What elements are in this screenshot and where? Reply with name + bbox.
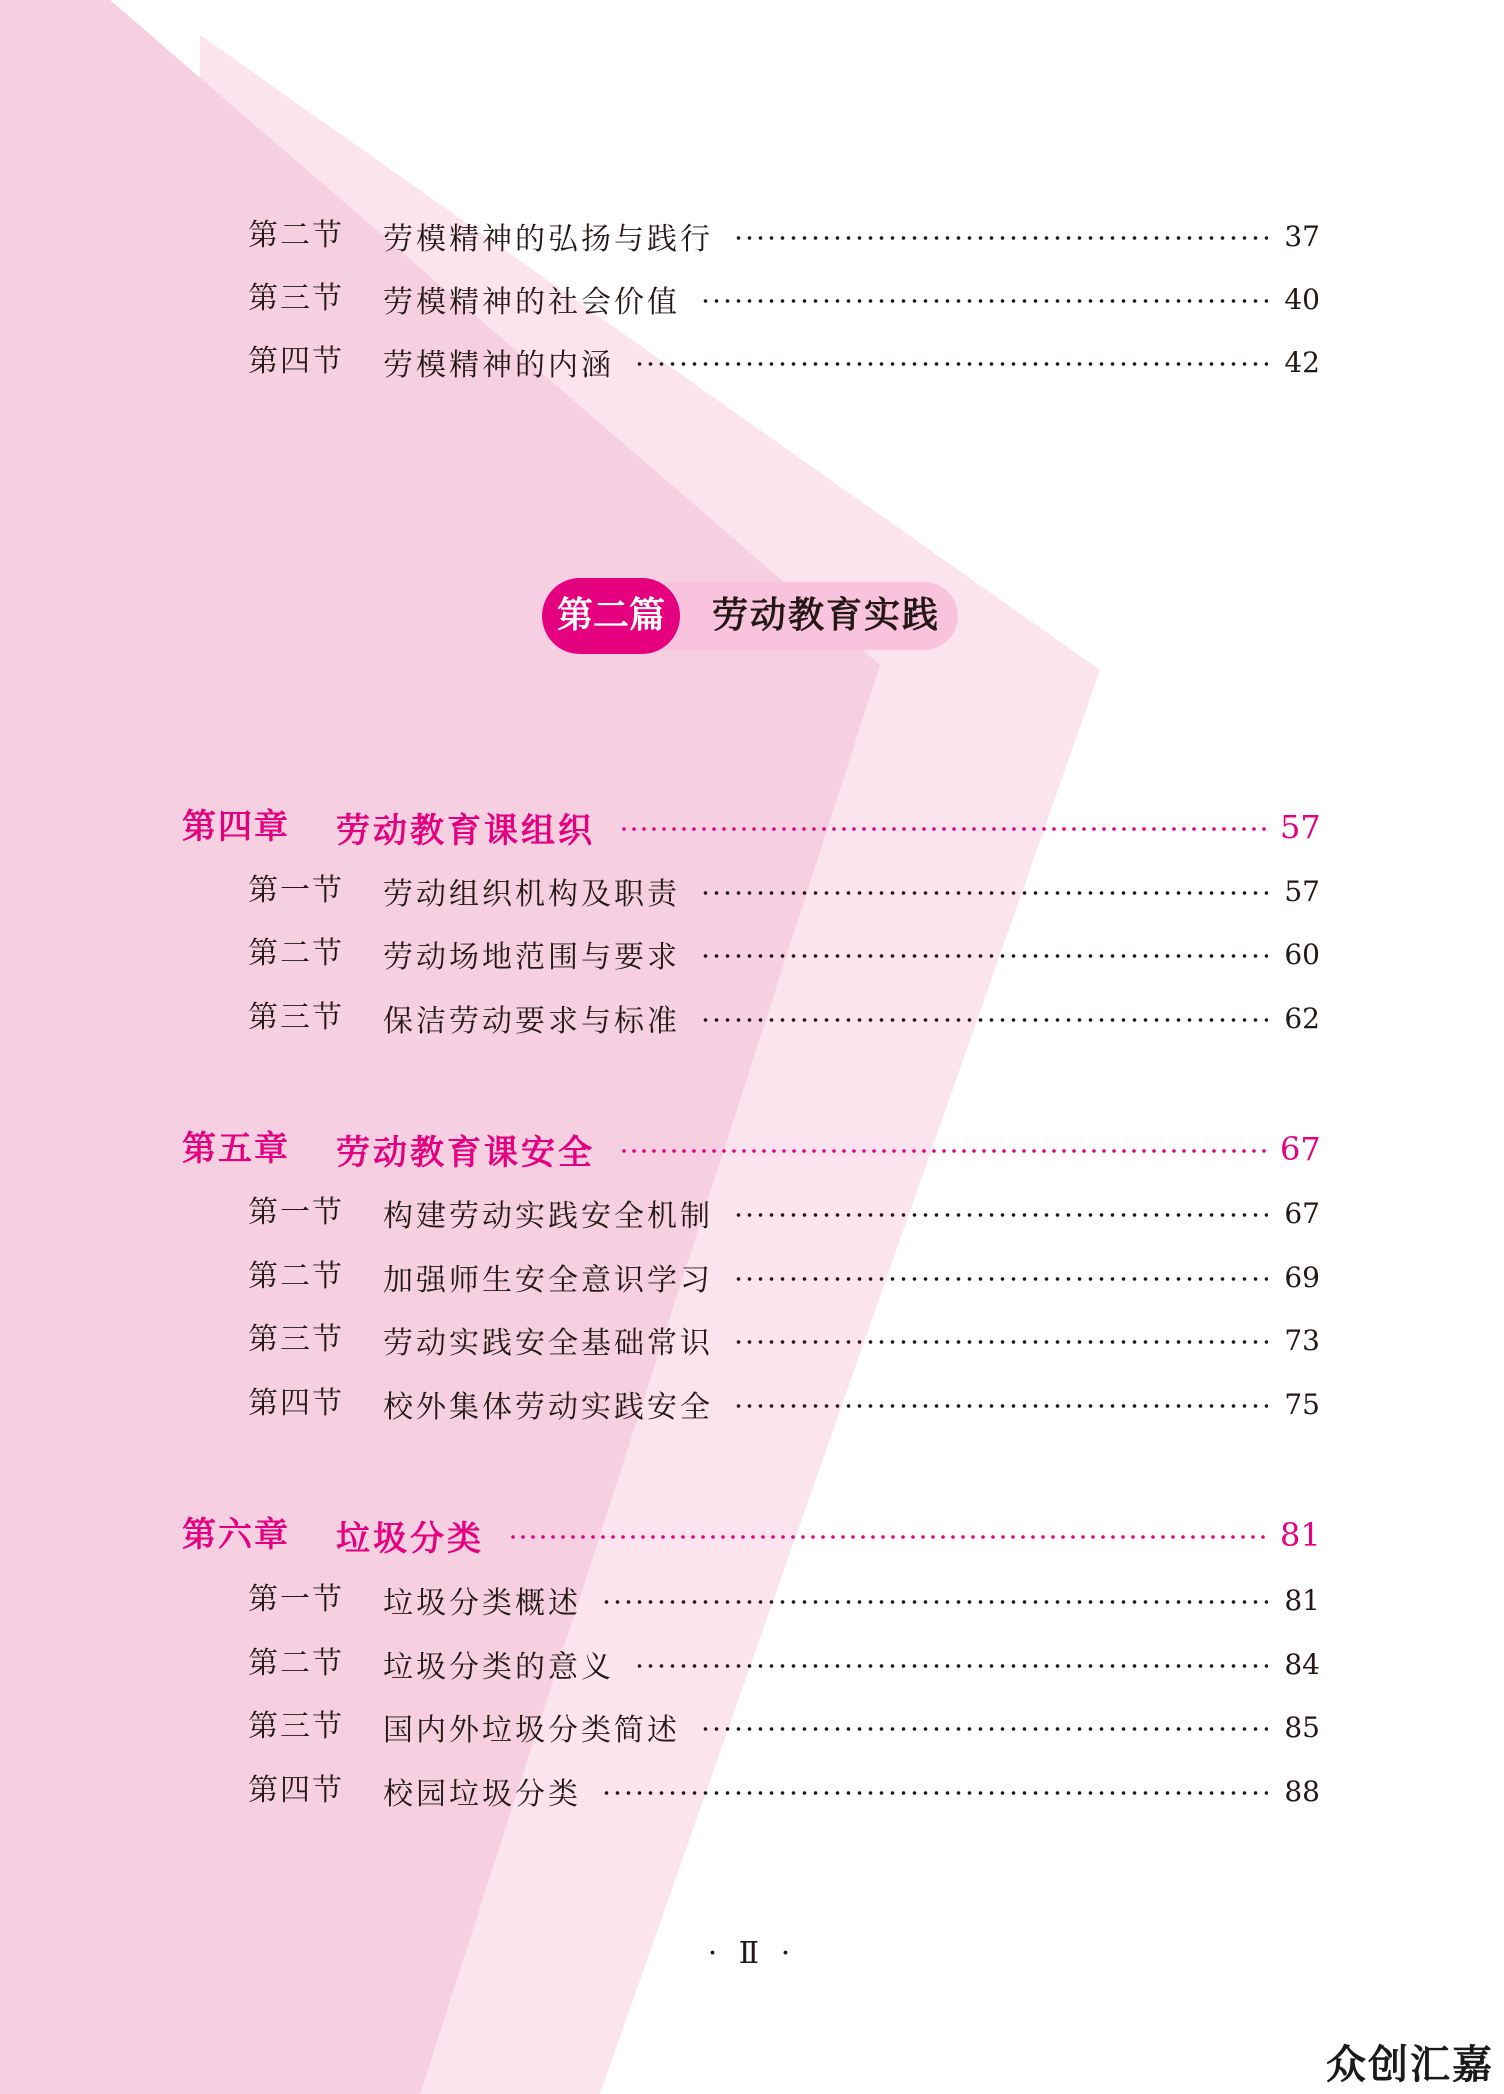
toc-section-row[interactable] xyxy=(0,929,1504,979)
section-number: 第二节 xyxy=(248,1646,344,1681)
chapter-title: 劳动教育课安全 xyxy=(336,1132,595,1173)
dot-leader xyxy=(733,1340,1268,1344)
section-number: 第三节 xyxy=(248,1709,344,1744)
dot-leader xyxy=(733,1404,1268,1408)
toc-section-row[interactable] xyxy=(0,1639,1504,1689)
toc-chapter-row[interactable] xyxy=(0,1121,1504,1177)
chapter-number: 第四章 xyxy=(182,807,290,847)
section-number: 第三节 xyxy=(248,1000,344,1035)
toc-section-row[interactable] xyxy=(0,1188,1504,1238)
dot-leader xyxy=(634,362,1268,366)
section-number: 第二节 xyxy=(248,936,344,971)
dot-leader xyxy=(619,1149,1266,1153)
page-number: 69 xyxy=(1284,1260,1320,1294)
section-title: 国内外垃圾分类简述 xyxy=(383,1713,680,1748)
dot-leader xyxy=(700,891,1268,895)
section-title: 垃圾分类的意义 xyxy=(383,1650,614,1685)
toc-section-row[interactable] xyxy=(0,1379,1504,1429)
chapter-title: 垃圾分类 xyxy=(336,1518,484,1559)
toc-section-row[interactable] xyxy=(0,211,1504,261)
dot-leader xyxy=(700,1727,1268,1731)
chapter-title: 劳动教育课组织 xyxy=(336,810,595,851)
section-title: 劳动场地范围与要求 xyxy=(383,940,680,975)
section-title: 劳模精神的社会价值 xyxy=(383,285,680,320)
section-title: 垃圾分类概述 xyxy=(383,1586,581,1621)
section-title: 加强师生安全意识学习 xyxy=(383,1263,713,1298)
part-title: 劳动教育实践 xyxy=(712,595,941,636)
section-title: 校外集体劳动实践安全 xyxy=(383,1390,713,1425)
section-number: 第三节 xyxy=(248,281,344,316)
toc-section-row[interactable] xyxy=(0,1252,1504,1302)
toc-section-row[interactable] xyxy=(0,1575,1504,1625)
page-number: 60 xyxy=(1284,937,1320,971)
section-title: 校园垃圾分类 xyxy=(383,1777,581,1812)
dot-leader xyxy=(700,299,1268,303)
dot-leader xyxy=(601,1600,1268,1604)
toc-section-row[interactable] xyxy=(0,993,1504,1043)
toc-section-row[interactable] xyxy=(0,337,1504,387)
dot-leader xyxy=(634,1664,1268,1668)
chapter-number: 第五章 xyxy=(182,1129,290,1169)
page-number: 85 xyxy=(1284,1710,1320,1744)
section-title: 保洁劳动要求与标准 xyxy=(383,1004,680,1039)
part-label: 第二篇 xyxy=(542,578,680,654)
section-number: 第一节 xyxy=(248,1582,344,1617)
page-number: 75 xyxy=(1284,1387,1320,1421)
chapter-number: 第六章 xyxy=(182,1515,290,1555)
page-number: 62 xyxy=(1284,1001,1320,1035)
dot-leader xyxy=(700,954,1268,958)
toc-section-row[interactable] xyxy=(0,1766,1504,1816)
toc-chapter-row[interactable] xyxy=(0,1507,1504,1563)
page-number: 57 xyxy=(1284,874,1320,908)
section-number: 第四节 xyxy=(248,1386,344,1421)
page-number: 84 xyxy=(1284,1647,1320,1681)
toc-section-row[interactable] xyxy=(0,1702,1504,1752)
page-number: 40 xyxy=(1284,282,1320,316)
page-folio: · Ⅱ · xyxy=(707,1936,797,1971)
section-title: 劳动实践安全基础常识 xyxy=(383,1326,713,1361)
page-number: 88 xyxy=(1284,1774,1320,1808)
section-number: 第二节 xyxy=(248,218,344,253)
page-number: 37 xyxy=(1284,219,1320,253)
section-title: 构建劳动实践安全机制 xyxy=(383,1199,713,1234)
dot-leader xyxy=(733,1213,1268,1217)
section-number: 第二节 xyxy=(248,1259,344,1294)
section-number: 第四节 xyxy=(248,1773,344,1808)
section-number: 第一节 xyxy=(248,873,344,908)
dot-leader xyxy=(733,236,1268,240)
toc-chapter-row[interactable] xyxy=(0,799,1504,855)
section-number: 第三节 xyxy=(248,1322,344,1357)
page-number: 67 xyxy=(1280,1130,1321,1168)
dot-leader xyxy=(700,1018,1268,1022)
page-number: 81 xyxy=(1280,1516,1321,1554)
section-title: 劳模精神的内涵 xyxy=(383,348,614,383)
toc-section-row[interactable] xyxy=(0,274,1504,324)
watermark: 众创汇嘉 xyxy=(1326,2042,1494,2088)
page-number: 42 xyxy=(1284,345,1320,379)
section-title: 劳模精神的弘扬与践行 xyxy=(383,222,713,257)
section-number: 第一节 xyxy=(248,1195,344,1230)
dot-leader xyxy=(601,1791,1268,1795)
part-banner xyxy=(542,578,958,654)
toc-section-row[interactable] xyxy=(0,866,1504,916)
page-number: 73 xyxy=(1284,1323,1320,1357)
dot-leader xyxy=(733,1277,1268,1281)
dot-leader xyxy=(508,1535,1266,1539)
toc-section-row[interactable] xyxy=(0,1315,1504,1365)
dot-leader xyxy=(619,827,1266,831)
page-number: 67 xyxy=(1284,1196,1320,1230)
page-number: 57 xyxy=(1280,808,1321,846)
page-number: 81 xyxy=(1284,1583,1320,1617)
section-number: 第四节 xyxy=(248,344,344,379)
section-title: 劳动组织机构及职责 xyxy=(383,877,680,912)
